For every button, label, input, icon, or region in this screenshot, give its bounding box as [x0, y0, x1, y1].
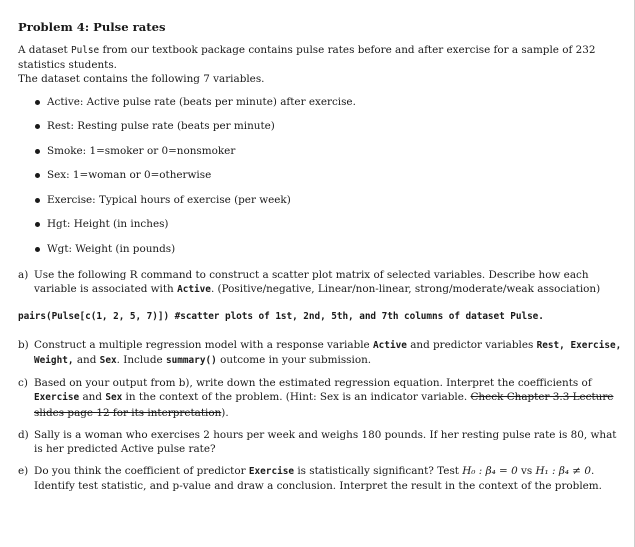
question-label: a): [18, 269, 29, 282]
question-list: [18, 268, 623, 493]
question-label: b): [18, 338, 29, 351]
bullet-icon: [35, 124, 40, 129]
question-d: d) Sally is a woman who exercises 2 hours per week and weighs 180 pounds. If her resting pulse rate is 80, what is her predicted Active pulse rate?: [18, 428, 617, 455]
problem-page: [18, 20, 623, 502]
bullet-icon: [35, 149, 40, 154]
question-label: d): [18, 428, 29, 441]
struck-hint: Check Chapter 3.3 Lecture slides page 12 for its interpretation: [34, 391, 614, 419]
variable-item-sex: Sex: 1=woman or 0=otherwise: [18, 168, 623, 193]
variable-item-hgt: Hgt: Height (in inches): [18, 217, 623, 242]
problem-title: Problem 4: Pulse rates: [18, 20, 166, 34]
intro-paragraph: A dataset Pulse from our textbook package contains pulse rates before and after exercise for a sample of 232 statistics students.: [18, 44, 596, 72]
alt-hypothesis: H₁ : β₄ ≠ 0: [535, 465, 591, 478]
question-b: b) Construct a multiple regression model with a response variable Active and predictor variables Rest, Exercise, Weight, and Sex. Include summary() outcome in your submission.: [18, 338, 622, 366]
bullet-icon: [35, 247, 40, 252]
variable-item-active: Active: Active pulse rate (beats per minute) after exercise.: [18, 95, 623, 120]
intro-variables-line: The dataset contains the following 7 variables.: [18, 73, 265, 86]
question-label: c): [18, 377, 28, 390]
bullet-icon: [35, 173, 40, 178]
question-a: a) Use the following R command to construct a scatter plot matrix of selected variables. Describe how each variable is associated with Active. (Positive/negative, Linear/non-linear, strong/moderate/weak association) pairs(Pulse[c(1, 2, 5, 7)]) #scatter plots of 1st, 2nd, 5th, and 7th columns of dataset Pulse.: [18, 268, 623, 324]
question-c: c) Based on your output from b), write down the estimated regression equation. Interpret the coefficients of Exercise and Sex in the context of the problem. (Hint: Sex is an indicator variable. Check Chapter 3.3 Lecture slides page 12 for its interpretation).: [18, 377, 614, 419]
variable-list: [18, 95, 623, 267]
variable-item-smoke: Smoke: 1=smoker or 0=nonsmoker: [18, 144, 623, 169]
variable-item-rest: Rest: Resting pulse rate (beats per minute): [18, 119, 623, 144]
bullet-icon: [35, 222, 40, 227]
variable-item-wgt: Wgt: Weight (in pounds): [18, 242, 623, 267]
r-code-line: pairs(Pulse[c(1, 2, 5, 7)]) #scatter plots of 1st, 2nd, 5th, and 7th columns of dataset Pulse.: [18, 310, 544, 322]
dataset-name: Pulse: [70, 45, 100, 56]
bullet-icon: [35, 198, 40, 203]
bullet-icon: [35, 100, 40, 105]
null-hypothesis: H₀ : β₄ = 0: [462, 465, 518, 478]
variable-item-exercise: Exercise: Typical hours of exercise (per week): [18, 193, 623, 218]
question-e: e) Do you think the coefficient of predictor Exercise is statistically significant? Test H₀ : β₄ = 0 vs H₁ : β₄ ≠ 0. Identify test statistic, and p-value and draw a conclusion. Interpret the result in the context of the problem.: [18, 465, 602, 493]
question-label: e): [18, 465, 29, 478]
